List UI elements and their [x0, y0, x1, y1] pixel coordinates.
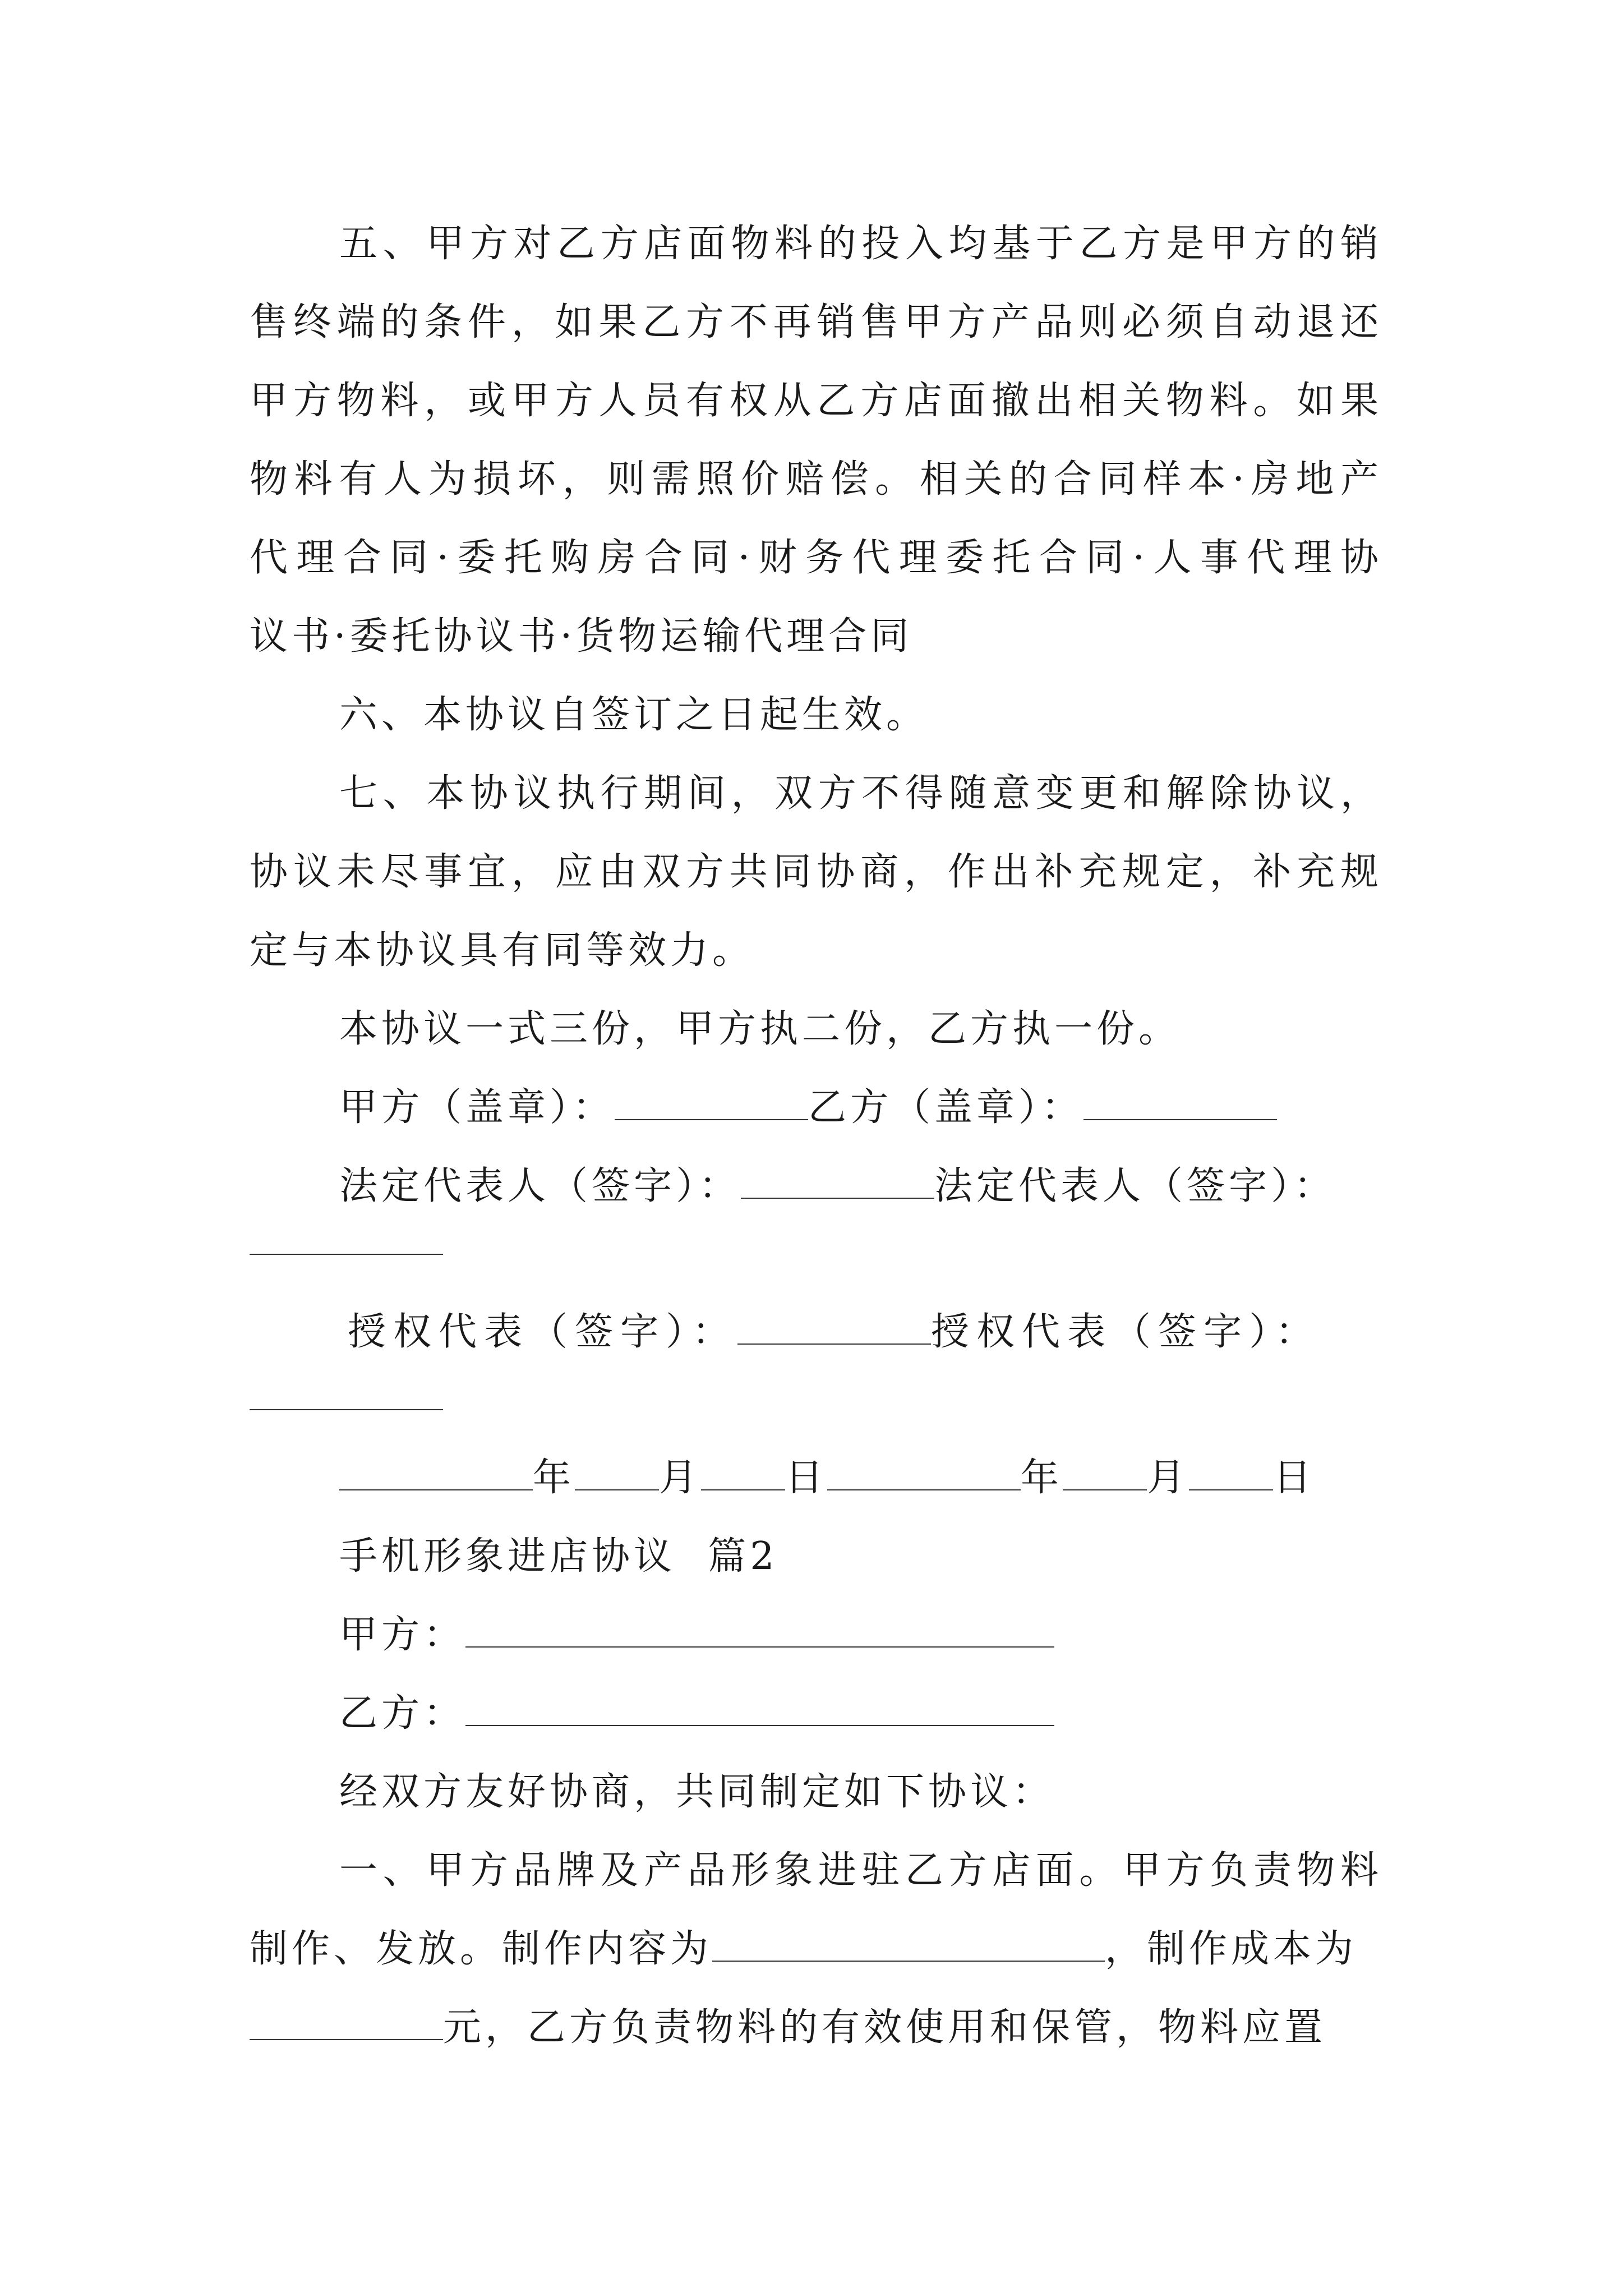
date-b-day-blank[interactable] — [1189, 1441, 1273, 1490]
part2-party-b-line — [339, 1672, 1382, 1756]
section7-line-3: 定与本协议具有同等效力。 — [250, 928, 755, 973]
section5-line-1: 五、甲方对乙方店面物料的投入均基于乙方是甲方的销 — [339, 222, 1382, 266]
date-b-year-label: 年 — [1021, 1456, 1063, 1500]
part2-clause1-line-3 — [250, 1986, 1382, 2070]
date-b-year-blank[interactable] — [827, 1441, 1021, 1490]
legal-rep-b-blank[interactable] — [250, 1254, 443, 1255]
date-b-month-label: 月 — [1147, 1456, 1189, 1500]
part2-party-a-label: 甲方： — [339, 1613, 466, 1657]
party-b-seal-label: 乙方（盖章）： — [808, 1085, 1084, 1130]
section5-line-3: 甲方物料，或甲方人员有权从乙方店面撤出相关物料。如果 — [250, 379, 1382, 423]
auth-rep-b-blank[interactable] — [250, 1409, 443, 1410]
part2-party-a-blank[interactable] — [465, 1598, 1054, 1648]
date-a-month-blank[interactable] — [575, 1441, 659, 1490]
part2-content-label: 制作、发放。制作内容为 — [250, 1927, 713, 1971]
legal-rep-a-blank[interactable] — [741, 1149, 934, 1199]
auth-rep-b-label: 授权代表（签字）： — [931, 1310, 1321, 1354]
part2-party-b-blank[interactable] — [465, 1677, 1054, 1726]
seal-line — [339, 1066, 1382, 1150]
date-line — [339, 1436, 1382, 1520]
section7-line-1: 七、本协议执行期间，双方不得随意变更和解除协议， — [339, 771, 1382, 816]
part2-party-b-label: 乙方： — [339, 1691, 466, 1736]
section5-line-4: 物料有人为损坏，则需照价赔偿。相关的合同样本·房地产 — [250, 457, 1382, 501]
part2-clause1-line-3-text: 元，乙方负责物料的有效使用和保管，物料应置 — [443, 2005, 1327, 2050]
legal-rep-line — [339, 1144, 1382, 1228]
date-b-month-blank[interactable] — [1063, 1441, 1147, 1490]
date-a-year-label: 年 — [533, 1456, 575, 1500]
section6-line: 六、本协议自签订之日起生效。 — [339, 693, 929, 737]
date-a-year-blank[interactable] — [339, 1441, 533, 1490]
party-b-seal-blank[interactable] — [1083, 1071, 1277, 1120]
date-b-day-label: 日 — [1273, 1456, 1316, 1500]
section5-line-5: 代理合同·委托购房合同·财务代理委托合同·人事代理协 — [250, 536, 1382, 580]
section5-line-6: 议书·委托协议书·货物运输代理合同 — [250, 614, 913, 659]
copies-line: 本协议一式三份，甲方执二份，乙方执一份。 — [339, 1007, 1181, 1051]
legal-rep-a-label: 法定代表人（签字）： — [339, 1164, 741, 1208]
auth-rep-a-blank[interactable] — [737, 1295, 931, 1345]
part2-cost-blank[interactable] — [250, 1991, 443, 2040]
date-a-month-label: 月 — [659, 1456, 702, 1500]
auth-rep-line — [348, 1290, 1391, 1374]
auth-rep-a-label: 授权代表（签字）： — [348, 1310, 738, 1354]
date-a-day-label: 日 — [785, 1456, 828, 1500]
part2-cost-label: ，制作成本为 — [1105, 1927, 1358, 1971]
party-a-seal-blank[interactable] — [615, 1071, 808, 1120]
part2-clause1-line-2 — [250, 1907, 1382, 1991]
legal-rep-b-label: 法定代表人（签字）： — [934, 1164, 1336, 1208]
section5-line-2: 售终端的条件，如果乙方不再销售甲方产品则必须自动退还 — [250, 300, 1382, 344]
part2-title: 手机形象进店协议 篇2 — [339, 1534, 778, 1579]
part2-intro: 经双方友好协商，共同制定如下协议： — [339, 1770, 1055, 1814]
date-a-day-blank[interactable] — [701, 1441, 785, 1490]
part2-party-a-line — [339, 1593, 1382, 1677]
part2-content-blank[interactable] — [712, 1912, 1105, 1962]
part2-clause1-line-1: 一、甲方品牌及产品形象进驻乙方店面。甲方负责物料 — [339, 1848, 1382, 1893]
section7-line-2: 协议未尽事宜，应由双方共同协商，作出补充规定，补充规 — [250, 850, 1382, 894]
party-a-seal-label: 甲方（盖章）： — [339, 1085, 615, 1130]
